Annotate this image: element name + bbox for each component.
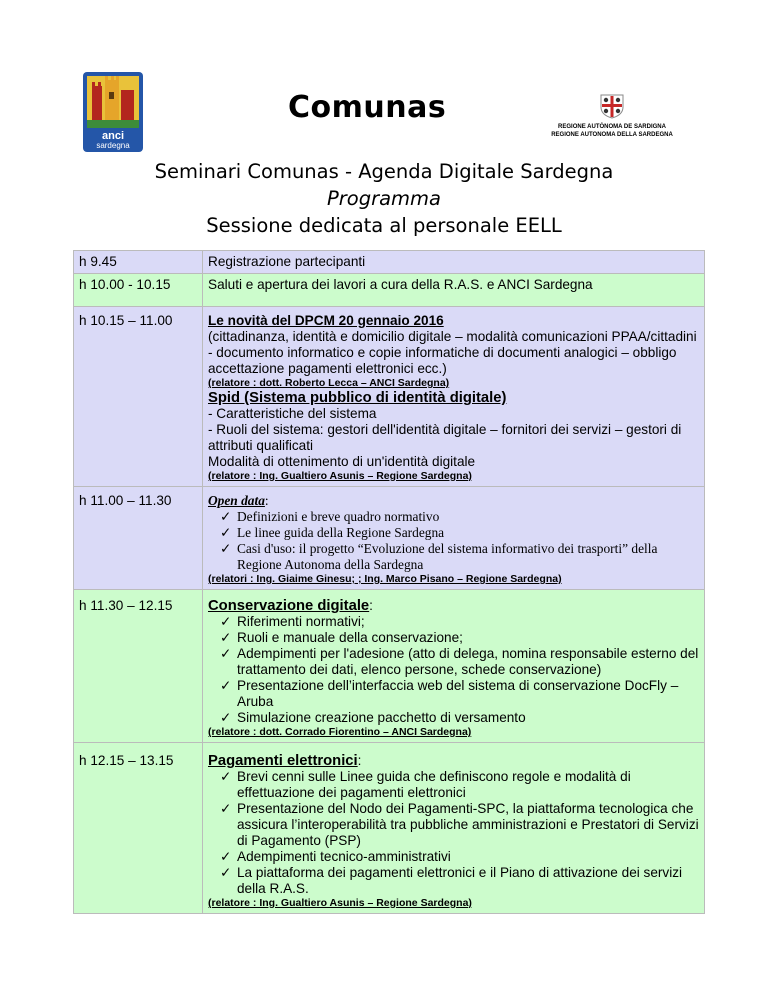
- time-cell: h 10.00 - 10.15: [74, 274, 203, 307]
- list-item: ✓ Simulazione creazione pacchetto di versamento: [220, 710, 699, 726]
- section-text: Modalità di ottenimento di un'identità digitale: [208, 454, 476, 469]
- topic-list: [208, 614, 699, 726]
- agenda-table: [73, 250, 705, 914]
- title-sessione: Sessione dedicata al personale EELL: [206, 214, 562, 237]
- time-cell: h 11.30 – 12.15: [74, 590, 203, 743]
- section-heading: Le novità del DPCM 20 gennaio 2016: [208, 313, 444, 328]
- topic-list: [208, 769, 699, 897]
- speaker-line: (relatore : Ing. Gualtiero Asunis – Regione Sardegna): [208, 897, 472, 909]
- list-item: ✓ Adempimenti per l'adesione (atto di delega, nomina responsabile esterno del trattamento dei dati, elenco persone, schede conservazione): [220, 646, 699, 678]
- section-text: (cittadinanza, identità e domicilio digitale – modalità comunicazioni PPAA/cittadini - documento informatico e copie informatiche di documenti analogici – obbligo accettazione pagamenti elettronici ecc.): [208, 329, 697, 376]
- content-cell: [203, 307, 705, 487]
- topic-list: [208, 509, 699, 573]
- anci-sardegna-logo: [83, 72, 143, 152]
- section-heading: Pagamenti elettronici: [208, 753, 358, 769]
- regione-name-italiano: REGIONE AUTONOMA DELLA SARDEGNA: [551, 131, 673, 138]
- regione-sardegna-logo: [548, 93, 676, 137]
- table-row: [74, 590, 705, 743]
- list-item: ✓ Riferimenti normativi;: [220, 614, 699, 630]
- content-cell: Pagamenti elettronici: ✓ Brevi cenni sulle Linee guida che definiscono regole e modalità di effettuazione dei pagamenti elettronici ✓ Presentazione del Nodo dei Pagamenti-SPC, la piattaforma tecnologica che assicura l’interoperabilità tra pubbliche amministrazioni e Prestatori di Servizi di Pagamento (PSP) ✓ Adempimenti tecnico-amministrativi ✓ La piattaforma dei pagamenti elettronici e il Piano di attivazione dei servizi della R.A.S. (relatore : Ing. Gualtiero Asunis – Regione Sardegna): [203, 743, 705, 914]
- list-item: ✓ Adempimenti tecnico-amministrativi: [220, 849, 699, 865]
- content-cell: Conservazione digitale: ✓ Riferimenti normativi; ✓ Ruoli e manuale della conservazione; ✓ Adempimenti per l'adesione (atto di delega, nomina responsabile esterno del trattamento dei dati, elenco persone, schede conservazione) ✓ Presentazione dell’interfaccia web del sistema di conservazione DocFly – Aruba ✓ Simulazione creazione pacchetto di versamento (relatore : dott. Corrado Fiorentino – ANCI Sardegna): [203, 590, 705, 743]
- speaker-line: (relatore : dott. Roberto Lecca – ANCI Sardegna): [208, 377, 450, 389]
- speaker-line: (relatore : Ing. Gualtiero Asunis – Regione Sardegna): [208, 470, 472, 482]
- speaker-line: (relatori : Ing. Giaime Ginesu; ; Ing. Marco Pisano – Regione Sardegna): [208, 573, 562, 585]
- time-cell: h 11.00 – 11.30: [74, 487, 203, 590]
- content-cell: Saluti e apertura dei lavori a cura della R.A.S. e ANCI Sardegna: [203, 274, 705, 307]
- content-cell: Registrazione partecipanti: [203, 251, 705, 274]
- list-item: ✓ Brevi cenni sulle Linee guida che definiscono regole e modalità di effettuazione dei pagamenti elettronici: [220, 769, 699, 801]
- section-heading: Spid (Sistema pubblico di identità digitale): [208, 390, 507, 406]
- regione-name-sardo: REGIONE AUTÒNOMA DE SARDIGNA: [558, 124, 666, 130]
- list-item: ✓ Definizioni e breve quadro normativo: [220, 509, 699, 525]
- title-seminari: Seminari Comunas - Agenda Digitale Sardegna: [154, 160, 614, 183]
- time-cell: h 9.45: [74, 251, 203, 274]
- section-text: - Ruoli del sistema: gestori dell'identità digitale – fornitori dei servizi – gestori di attributi qualificati: [208, 422, 682, 453]
- speaker-line: (relatore : dott. Corrado Fiorentino – ANCI Sardegna): [208, 726, 472, 738]
- section-heading: Conservazione digitale: [208, 598, 370, 614]
- list-item: ✓ Casi d'uso: il progetto “Evoluzione del sistema informativo dei trasporti” della Regione Autonoma della Sardegna: [220, 541, 699, 573]
- content-cell: Open data: ✓ Definizioni e breve quadro normativo ✓ Le linee guida della Regione Sardegna ✓ Casi d'uso: il progetto “Evoluzione del sistema informativo dei trasporti” della Regione Autonoma della Sardegna (relatori : Ing. Giaime Ginesu; ; Ing. Marco Pisano – Regione Sardegna): [203, 487, 705, 590]
- list-item: ✓ Presentazione del Nodo dei Pagamenti-SPC, la piattaforma tecnologica che assicura l’interoperabilità tra pubbliche amministrazioni e Prestatori di Servizi di Pagamento (PSP): [220, 801, 699, 849]
- list-item: ✓ Ruoli e manuale della conservazione;: [220, 630, 699, 646]
- title-programma: Programma: [327, 187, 441, 210]
- list-item: ✓ Presentazione dell’interfaccia web del sistema di conservazione DocFly – Aruba: [220, 678, 699, 710]
- brand-title: Comunas: [288, 90, 447, 125]
- time-cell: h 10.15 – 11.00: [74, 307, 203, 487]
- table-row: [74, 487, 705, 590]
- table-row: [74, 274, 705, 307]
- section-text: - Caratteristiche del sistema: [208, 406, 377, 421]
- list-item: ✓ Le linee guida della Regione Sardegna: [220, 525, 699, 541]
- table-row: [74, 743, 705, 914]
- svg-text:sardegna: sardegna: [96, 141, 130, 150]
- table-row: [74, 307, 705, 487]
- table-row: [74, 251, 705, 274]
- regione-emblem-icon: [598, 93, 626, 119]
- list-item: ✓ La piattaforma dei pagamenti elettronici e il Piano di attivazione dei servizi della R.A.S.: [220, 865, 699, 897]
- time-cell: h 12.15 – 13.15: [74, 743, 203, 914]
- svg-text:anci: anci: [101, 130, 125, 142]
- section-heading: Open data: [208, 493, 265, 508]
